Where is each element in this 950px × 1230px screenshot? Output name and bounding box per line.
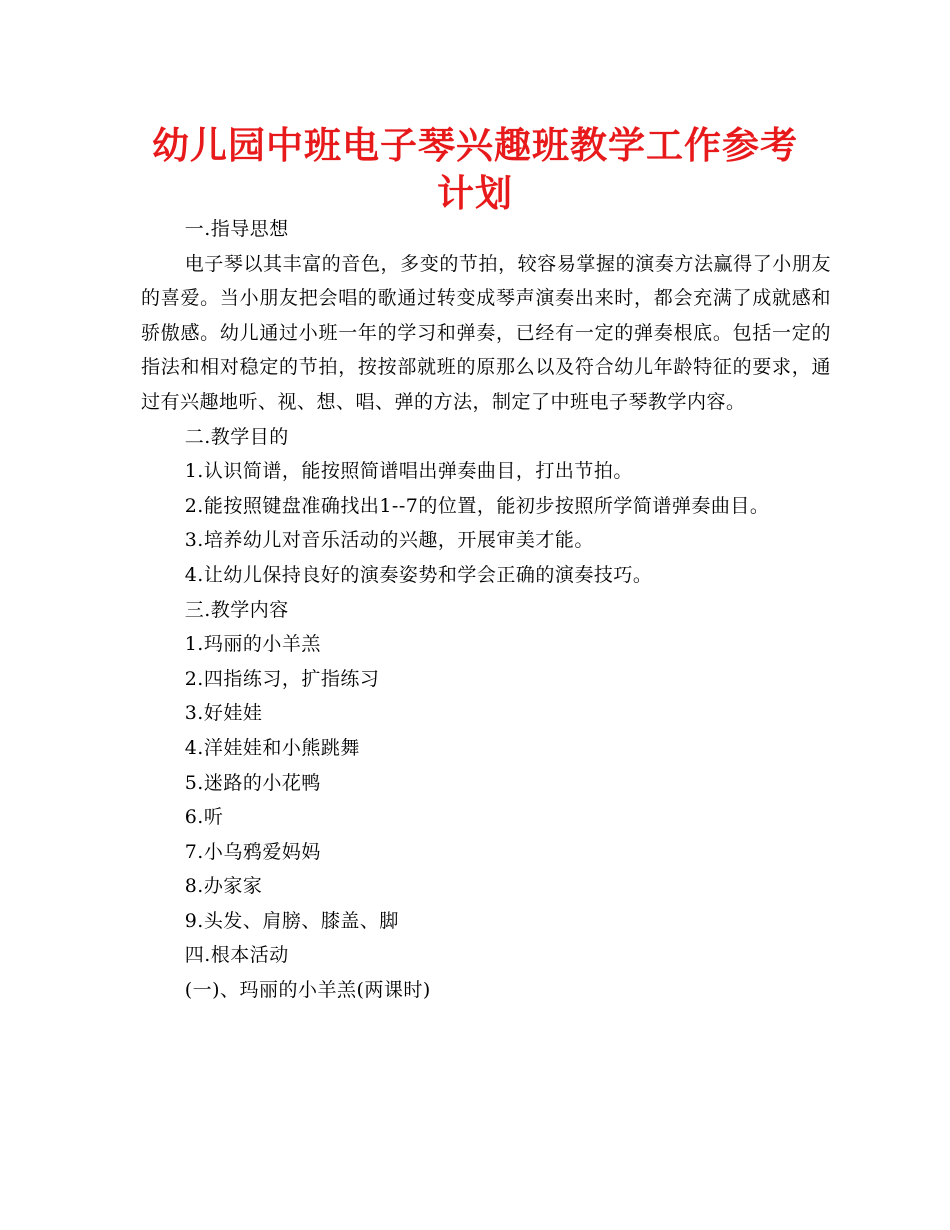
goal-item-4: 4.让幼儿保持良好的演奏姿势和学会正确的演奏技巧。 <box>184 563 653 586</box>
content-item-7: 7.小乌鸦爱妈妈 <box>184 840 321 863</box>
section-heading-teaching-content: 三.教学内容 <box>184 598 289 621</box>
content-item-9: 9.头发、肩膀、膝盖、脚 <box>184 909 399 932</box>
goal-item-2: 2.能按照键盘准确找出1--7的位置，能初步按照所学简谱弹奏曲目。 <box>184 494 770 517</box>
content-item-1: 1.玛丽的小羊羔 <box>184 633 321 656</box>
goal-item-1: 1.认识简谱，能按照简谱唱出弹奏曲目，打出节拍。 <box>184 460 633 483</box>
content-item-2: 2.四指练习，扩指练习 <box>184 667 380 690</box>
section-heading-basic-activities: 四.根本活动 <box>184 944 289 967</box>
page-title: 幼儿园中班电子琴兴趣班教学工作参考计划 <box>152 124 798 215</box>
section-heading-teaching-goals: 二.教学目的 <box>184 425 289 448</box>
goal-item-3: 3.培养幼儿对音乐活动的兴趣，开展审美才能。 <box>184 529 594 552</box>
activity-item-1: (一)、玛丽的小羊羔(两课时) <box>184 979 431 1002</box>
document-body <box>141 212 831 1008</box>
content-item-5: 5.迷路的小花鸭 <box>184 771 321 794</box>
content-item-3: 3.好娃娃 <box>184 702 263 725</box>
content-item-6: 6.听 <box>184 806 224 829</box>
content-item-8: 8.办家家 <box>184 875 263 898</box>
section-heading-guiding-thought: 一.指导思想 <box>184 218 289 240</box>
paragraph-intro: 电子琴以其丰富的音色，多变的节拍，较容易掌握的演奏方法赢得了小朋友的喜爱。当小朋友把会唱的歌通过转变成琴声演奏出来时，都会充满了成就感和骄傲感。幼儿通过小班一年的学习和弹奏，已经有一定的弹奏根底。包括一定的指法和相对稳定的节拍，按按部就班的原那么以及符合幼儿年龄特征的要求，通过有兴趣地听、视、想、唱、弹的方法，制定了中班电子琴教学内容。 <box>141 252 831 413</box>
content-item-4: 4.洋娃娃和小熊跳舞 <box>184 736 360 759</box>
